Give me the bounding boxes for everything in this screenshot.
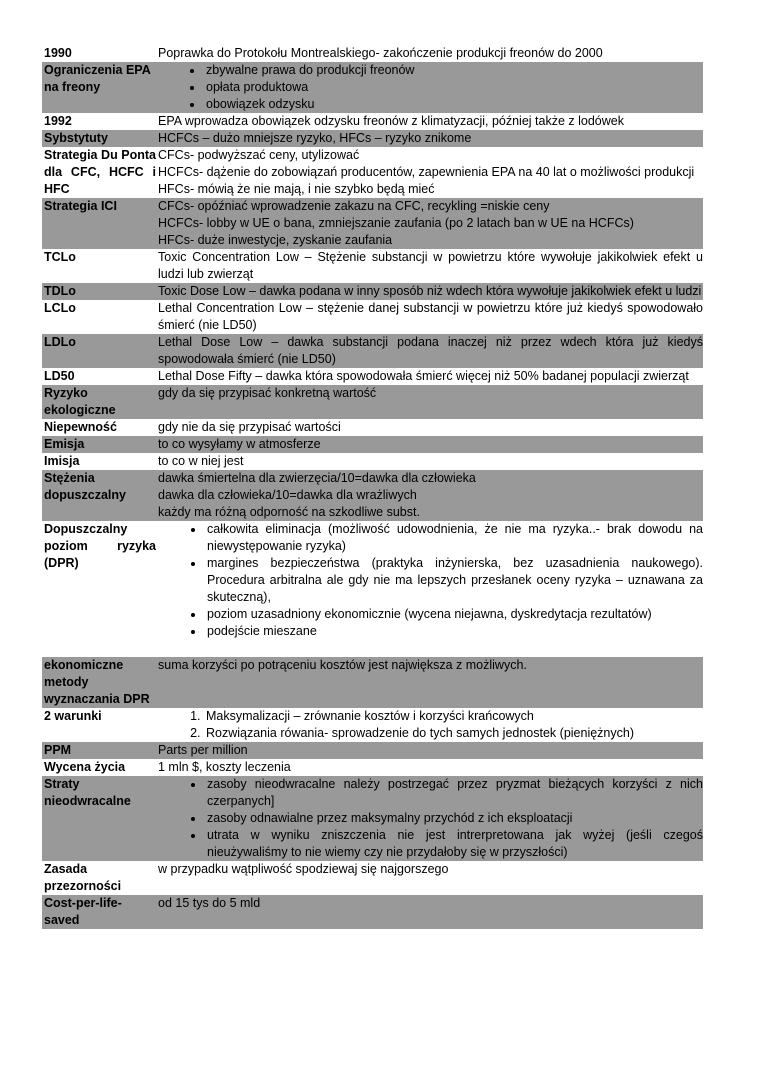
definition-cell <box>156 759 703 776</box>
definition-cell <box>156 249 703 283</box>
table-row <box>42 759 703 776</box>
table-row <box>42 521 703 640</box>
list-item: • podejście mieszane <box>205 623 703 640</box>
definition-text: w przypadku wątpliwość spodziewaj się najgorszego <box>158 862 449 876</box>
definition-cell <box>156 742 703 759</box>
table-row <box>42 453 703 470</box>
table-row <box>42 742 703 759</box>
term-cell: LCLo <box>44 301 76 315</box>
definition-text: Parts per million <box>158 743 248 757</box>
term-cell: TDLo <box>42 283 156 300</box>
definition-cell <box>156 708 703 742</box>
definitions-table <box>42 45 703 929</box>
term-cell: ekonomiczne metody wyznaczania DPR <box>42 657 156 708</box>
definition-text: to co w niej jest <box>158 454 244 468</box>
definition-text: Poprawka do Protokołu Montrealskiego- zakończenie produkcji freonów do 2000 <box>158 46 603 60</box>
table-row <box>42 130 703 147</box>
list-item: • utrata w wyniku zniszczenia nie jest intrerpretowana jak wyżej (jeśli czegoś nieużywaliśmy to nie wiemy czy nie przydałoby się w przyszłości) <box>205 827 703 861</box>
definition-text: HCFCs – dużo mniejsze ryzyko, HFCs – ryzyko znikome <box>158 131 472 145</box>
table-row <box>42 198 703 249</box>
list-item: • poziom uzasadniony ekonomicznie (wycena niejawna, dyskredytacja rezultatów) <box>205 606 703 623</box>
table-row <box>42 436 703 453</box>
term-cell: 1990 <box>44 46 72 60</box>
table-row <box>42 657 703 708</box>
definition-cell <box>156 453 703 470</box>
term-cell: Ryzyko ekologiczne <box>42 385 156 419</box>
list-item: • zasoby nieodwracalne należy postrzegać przez pryzmat bieżących korzyści z nich czerpanych] <box>205 776 703 810</box>
bullet-list <box>158 62 703 113</box>
spacer-row <box>42 640 703 657</box>
definition-cell <box>156 45 703 62</box>
table-row <box>42 861 703 895</box>
term-cell: Wycena życia <box>44 760 126 774</box>
term-cell: Niepewność <box>44 420 117 434</box>
term-cell: LD50 <box>44 369 75 383</box>
definition-text: Toxic Concentration Low – Stężenie substancji w powietrzu które wywołuje jakikolwiek efekt u ludzi lub zwierząt <box>158 250 703 281</box>
definition-text: gdy nie da się przypisać wartości <box>158 420 341 434</box>
list-item: 1. Maksymalizacji – zrównanie kosztów i korzyści krańcowych <box>204 708 703 725</box>
definition-cell <box>156 436 703 453</box>
term-cell: Stężenia dopuszczalny <box>42 470 156 521</box>
definition-cell <box>156 300 703 334</box>
term-cell: TCLo <box>44 250 76 264</box>
table-row <box>42 776 703 861</box>
definition-text: HFCs- duże inwestycje, zyskanie zaufania <box>158 233 393 247</box>
definition-text: gdy da się przypisać konkretną wartość <box>158 386 377 400</box>
term-cell: Strategia ICI <box>42 198 156 249</box>
definition-text: HCFCs- lobby w UE o bana, zmniejszanie zaufania (po 2 latach ban w UE na HCFCs) <box>158 216 634 230</box>
definition-cell <box>156 334 703 368</box>
list-item: • opłata produktowa <box>204 79 703 96</box>
definition-cell <box>156 895 703 929</box>
definition-cell <box>156 130 703 147</box>
table-row <box>42 62 703 113</box>
definition-text: Lethal Dose Fifty – dawka która spowodowała śmierć więcej niż 50% badanej populacji zwierząt <box>158 369 689 383</box>
table-row <box>42 334 703 368</box>
term-cell: Zasada przezorności <box>44 862 122 893</box>
definition-text: Lethal Dose Low – dawka substancji podana inaczej niż przez wdech która już kiedyś spowodowała śmierć (nie LD50) <box>158 335 703 366</box>
bullet-list <box>158 776 703 861</box>
definition-cell <box>156 861 703 895</box>
term-cell: Dopuszczalny poziom ryzyka (DPR) <box>44 522 156 570</box>
term-cell: Cost-per-life-saved <box>42 895 156 929</box>
definition-cell <box>156 776 703 861</box>
definition-text: CFCs- opóźniać wprowadzenie zakazu na CFC, recykling =niskie ceny <box>158 199 550 213</box>
table-row <box>42 147 703 198</box>
definition-text: CFCs- podwyższać ceny, utylizować <box>158 148 360 162</box>
term-cell: Sybstytuty <box>42 130 156 147</box>
table-row <box>42 45 703 62</box>
term-cell: Strategia Du Ponta dla CFC, HCFC i HFC <box>44 148 156 196</box>
definition-cell <box>156 62 703 113</box>
definition-text: Lethal Concentration Low – stężenie danej substancji w powietrzu które już kiedyś spowodowało śmierć (nie LD50) <box>158 301 703 332</box>
term-cell: Imisja <box>44 454 80 468</box>
term-cell: PPM <box>42 742 156 759</box>
definition-text: od 15 tys do 5 mld <box>158 896 261 910</box>
definition-text: HFCs- mówią że nie mają, i nie szybko będą mieć <box>158 182 435 196</box>
definition-cell <box>156 419 703 436</box>
definition-text: to co wysyłamy w atmosferze <box>158 437 321 451</box>
list-item: 2. Rozwiązania rówania- sprowadzenie do tych samych jednostek (pieniężnych) <box>204 725 703 742</box>
list-item: • zbywalne prawa do produkcji freonów <box>204 62 703 79</box>
definition-cell <box>156 368 703 385</box>
definition-text: suma korzyści po potrąceniu kosztów jest największa z możliwych. <box>158 658 527 672</box>
list-item: • całkowita eliminacja (możliwość udowodnienia, że nie ma ryzyka..- brak dowodu na niewystępowanie ryzyka) <box>205 521 703 555</box>
definition-cell <box>156 147 703 198</box>
table-row <box>42 708 703 742</box>
term-cell: 2 warunki <box>44 709 102 723</box>
definition-cell <box>156 521 703 640</box>
term-cell: Ograniczenia EPA na freony <box>42 62 156 113</box>
definition-text: Toxic Dose Low – dawka podana w inny sposób niż wdech która wywołuje jakikolwiek efekt u ludzi <box>158 284 702 298</box>
list-item: • zasoby odnawialne przez maksymalny przychód z ich eksploatacji <box>205 810 703 827</box>
term-cell: Emisja <box>42 436 156 453</box>
definition-cell <box>156 657 703 708</box>
table-row <box>42 113 703 130</box>
definition-text: HCFCs- dążenie do zobowiązań producentów, zapewnienia EPA na 40 lat o możliwości produkcji <box>158 165 695 179</box>
definition-cell <box>156 113 703 130</box>
term-cell: LDLo <box>42 334 156 368</box>
table-row <box>42 419 703 436</box>
list-item: • obowiązek odzysku <box>204 96 703 113</box>
table-row <box>42 368 703 385</box>
definition-cell <box>156 283 703 300</box>
table-row <box>42 283 703 300</box>
term-cell: Straty nieodwracalne <box>42 776 156 861</box>
definition-text: EPA wprowadza obowiązek odzysku freonów z klimatyzacji, później także z lodówek <box>158 114 624 128</box>
numbered-list <box>158 708 703 742</box>
definition-text: dawka śmiertelna dla zwierzęcia/10=dawka dla człowieka <box>158 471 476 485</box>
definition-cell <box>156 198 703 249</box>
definition-text: 1 mln $, koszty leczenia <box>158 760 291 774</box>
definition-text: dawka dla człowieka/10=dawka dla wrażliwych <box>158 488 417 502</box>
definition-text: każdy ma różną odporność na szkodliwe subst. <box>158 505 420 519</box>
bullet-list <box>158 521 703 640</box>
term-cell: 1992 <box>44 114 72 128</box>
table-row <box>42 385 703 419</box>
table-row <box>42 249 703 283</box>
definition-cell <box>156 385 703 419</box>
table-row <box>42 470 703 521</box>
definition-cell <box>156 470 703 521</box>
list-item: • margines bezpieczeństwa (praktyka inżynierska, bez uzasadnienia naukowego). Procedura arbitralna ale gdy nie ma lepszych przesłanek oceny ryzyka – uznawana za skuteczną), <box>205 555 703 606</box>
table-row <box>42 300 703 334</box>
table-row <box>42 895 703 929</box>
